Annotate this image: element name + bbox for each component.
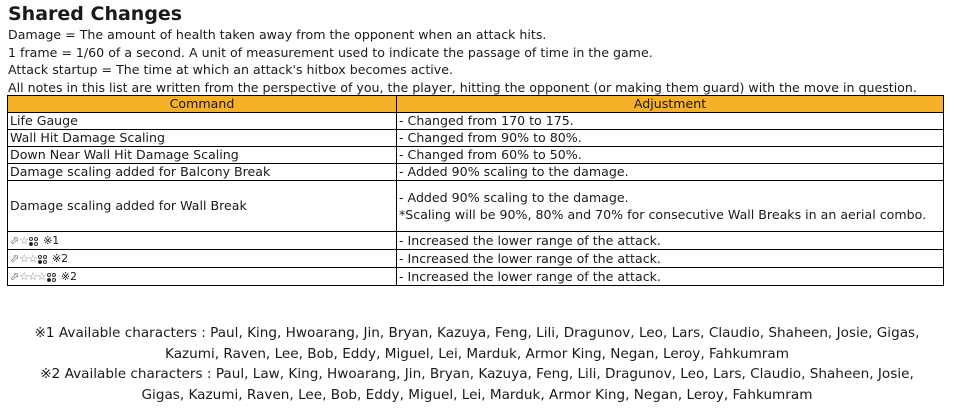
table-row [8,268,944,286]
note-frame: 1 frame = 1/60 of a second. A unit of measurement used to indicate the passage of time in the game. [8,44,653,60]
footnote-1-line-1: ※1 Available characters : Paul, King, Hwoarang, Jin, Bryan, Kazuya, Feng, Lili, Dragunov, Leo, Lars, Claudio, Shaheen, Josie, Gigas, [34,325,920,341]
star-icon: ☆☆ [19,252,37,265]
adjustment-cell: - Increased the lower range of the attack. [397,250,944,268]
table-row [8,130,944,147]
button-combo-icon [29,237,38,246]
up-forward-arrow-icon: ⬀ [10,270,19,283]
table-row [8,164,944,181]
table-row [8,250,944,268]
definitions-notes [8,26,917,96]
command-cell: Wall Hit Damage Scaling [8,130,397,147]
star-icon: ☆ [19,234,29,247]
adjustment-cell: - Added 90% scaling to the damage. [397,164,944,181]
adjustment-footnote: *Scaling will be 90%, 80% and 70% for consecutive Wall Breaks in an aerial combo. [399,207,927,222]
command-cell: Life Gauge [8,113,397,130]
command-notation [10,251,68,267]
command-cell: Damage scaling added for Balcony Break [8,164,397,181]
adjustment-cell: - Changed from 170 to 175. [397,113,944,130]
adjustment-cell: - Changed from 90% to 80%. [397,130,944,147]
note-damage: Damage = The amount of health taken away from the opponent when an attack hits. [8,27,547,42]
table-row [8,113,944,130]
command-cell [8,232,397,250]
changes-table [7,95,944,286]
header-command: Command [8,96,397,113]
command-cell [8,268,397,286]
command-notation [10,269,77,285]
table-row [8,181,944,232]
adjustment-cell [397,181,944,232]
star-icon: ☆☆☆ [19,270,46,283]
footnote-mark: ※2 [60,270,78,283]
footnote-1-line-2: Kazumi, Raven, Lee, Bob, Eddy, Miguel, Lei, Marduk, Armor King, Negan, Leroy, Fahkumram [165,345,789,362]
button-combo-icon [47,273,56,282]
command-cell [8,250,397,268]
footnote-2-line-1: ※2 Available characters : Paul, Law, King, Hwoarang, Jin, Bryan, Kazuya, Feng, Lili, Dragunov, Leo, Lars, Claudio, Shaheen, Josie, [40,366,914,382]
footnote-mark: ※2 [51,252,69,265]
table-row [8,147,944,164]
adjustment-line: - Added 90% scaling to the damage. [399,190,629,205]
button-combo-icon [38,255,47,264]
footnote-2-line-2: Gigas, Kazumi, Raven, Lee, Bob, Eddy, Miguel, Lei, Marduk, Armor King, Negan, Leroy, Fahkumram [141,386,813,403]
page-title: Shared Changes [8,3,183,25]
command-cell: Damage scaling added for Wall Break [8,181,397,232]
table-header-row [8,96,944,113]
up-forward-arrow-icon: ⬀ [10,234,19,247]
adjustment-cell: - Increased the lower range of the attack. [397,232,944,250]
header-adjustment: Adjustment [397,96,944,113]
table-row [8,232,944,250]
character-footnotes [0,323,954,405]
command-notation [10,233,59,249]
command-cell: Down Near Wall Hit Damage Scaling [8,147,397,164]
note-attack-startup: Attack startup = The time at which an attack's hitbox becomes active. [8,62,453,78]
up-forward-arrow-icon: ⬀ [10,252,19,265]
adjustment-cell: - Increased the lower range of the attack. [397,268,944,286]
footnote-mark: ※1 [43,234,60,247]
note-perspective: All notes in this list are written from the perspective of you, the player, hitting the opponent (or making them guard) with the move in question. [8,79,917,95]
adjustment-cell: - Changed from 60% to 50%. [397,147,944,164]
